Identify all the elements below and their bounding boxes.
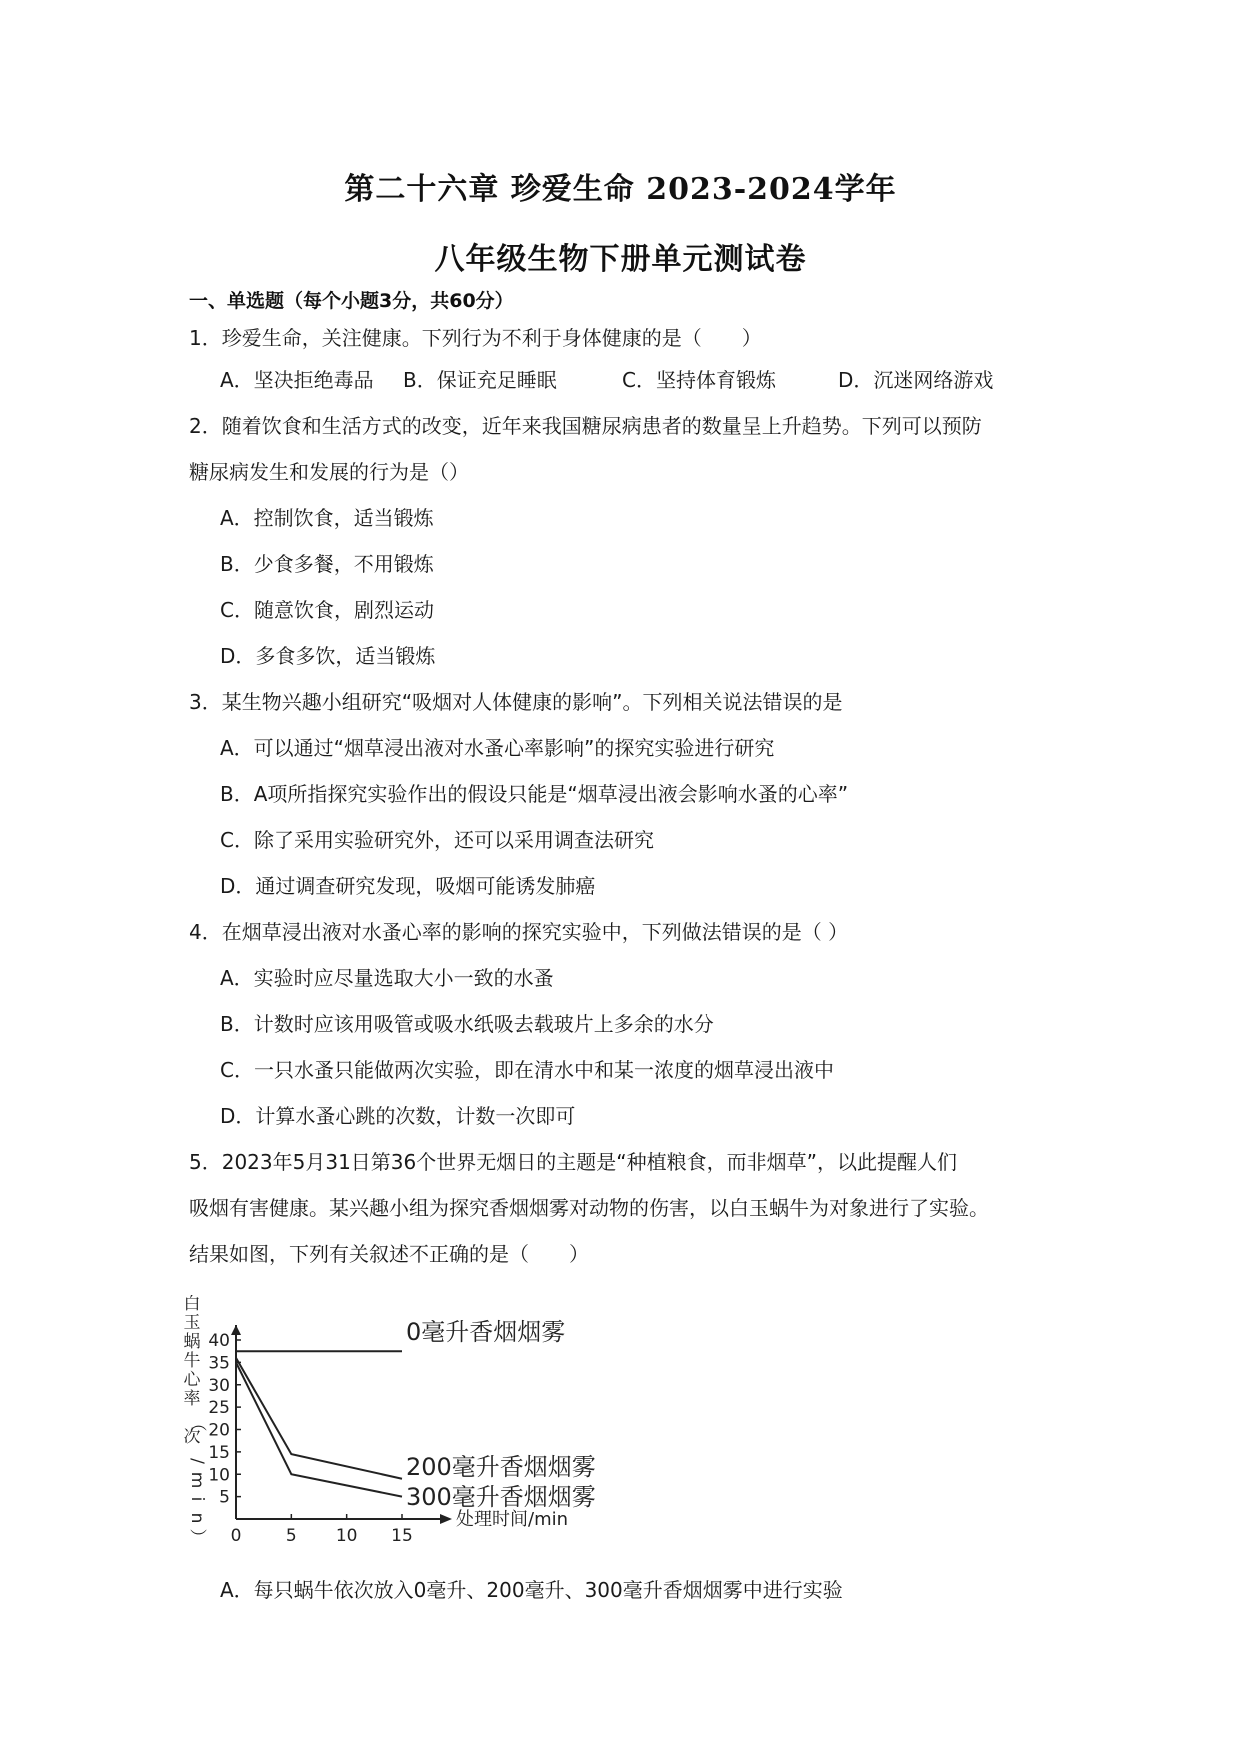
y-tick-label: 30: [208, 1375, 230, 1396]
y-axis-label-char: m: [187, 1471, 207, 1489]
question-5-stem-line1: 5．2023年5月31日第36个世界无烟日的主题是“种植粮食，而非烟草”，以此提醒人们: [189, 1150, 957, 1174]
series-line: [236, 1358, 402, 1479]
question-3-stem: 3．某生物兴趣小组研究“吸烟对人体健康的影响”。下列相关说法错误的是: [189, 690, 843, 714]
q1-option-a: A．坚决拒绝毒品: [220, 368, 374, 392]
x-axis-arrow: [440, 1514, 452, 1524]
q4-option-d: D．计算水蚤心跳的次数，计数一次即可: [220, 1104, 576, 1128]
q3-option-a: A．可以通过“烟草浸出液对水蚤心率影响”的探究实验进行研究: [220, 736, 775, 760]
q2-option-d: D．多食多饮，适当锻炼: [220, 644, 436, 668]
y-axis-label-char: 次: [183, 1427, 201, 1447]
x-tick-label: 5: [285, 1526, 297, 1545]
y-tick-label: 40: [208, 1331, 230, 1351]
y-axis-label-char: 白: [183, 1295, 201, 1314]
x-tick-label: 0: [230, 1526, 242, 1545]
question-2-stem-line1: 2．随着饮食和生活方式的改变，近年来我国糖尿病患者的数量呈上升趋势。下列可以预防: [189, 414, 982, 438]
page-title-line1: 第二十六章 珍爱生命 2023-2024学年: [344, 172, 897, 207]
y-tick-label: 35: [208, 1353, 230, 1374]
question-5-stem-line3: 结果如图，下列有关叙述不正确的是（ ）: [189, 1242, 589, 1266]
y-axis-label-char: 率: [183, 1389, 201, 1409]
page-title-line2: 八年级生物下册单元测试卷: [434, 242, 807, 277]
x-axis-label: 处理时间/min: [456, 1509, 569, 1530]
y-tick-label: 10: [208, 1465, 230, 1486]
series-line: [236, 1362, 402, 1496]
series-label: 0毫升香烟烟雾: [406, 1318, 566, 1346]
y-axis-arrow: [231, 1325, 241, 1335]
q4-option-b: B．计数时应该用吸管或吸水纸吸去载玻片上多余的水分: [220, 1012, 714, 1036]
y-axis-label-char: （: [187, 1414, 207, 1432]
y-axis-label-char: /: [187, 1458, 207, 1464]
y-tick-label: 15: [208, 1442, 230, 1463]
q2-option-b: B．少食多餐，不用锻炼: [220, 552, 434, 576]
question-1-stem: 1．珍爱生命，关注健康。下列行为不利于身体健康的是（ ）: [189, 326, 762, 350]
section-heading: 一、单选题（每个小题3分，共60分）: [189, 290, 514, 312]
question-2-stem-line2: 糖尿病发生和发展的行为是（）: [189, 460, 469, 484]
y-axis-label-char: ）: [187, 1528, 207, 1545]
q3-option-d: D．通过调查研究发现，吸烟可能诱发肺癌: [220, 874, 596, 898]
series-label: 300毫升香烟烟雾: [406, 1483, 596, 1511]
chart-series: [236, 1318, 596, 1511]
x-tick-label: 10: [335, 1526, 358, 1545]
q2-option-a: A．控制饮食，适当锻炼: [220, 506, 434, 530]
y-axis-label-char: n: [187, 1512, 207, 1524]
y-tick-label: 20: [208, 1420, 230, 1441]
y-axis-label: [184, 1295, 208, 1545]
y-axis-label-char: 玉: [183, 1313, 201, 1333]
heart-rate-chart: [180, 1295, 700, 1545]
q5-option-a: A．每只蜗牛依次放入0毫升、200毫升、300毫升香烟烟雾中进行实验: [220, 1578, 843, 1602]
question-4-stem: 4．在烟草浸出液对水蚤心率的影响的探究实验中，下列做法错误的是（ ）: [189, 920, 849, 944]
q3-option-c: C．除了采用实验研究外，还可以采用调查法研究: [220, 828, 654, 852]
y-axis-label-char: 牛: [183, 1351, 201, 1371]
q2-option-c: C．随意饮食，剧烈运动: [220, 598, 434, 622]
q1-option-d: D．沉迷网络游戏: [838, 368, 994, 392]
y-tick-label: 5: [219, 1487, 230, 1508]
y-axis-label-char: 蜗: [183, 1332, 201, 1352]
x-tick-label: 15: [391, 1526, 413, 1545]
q1-option-b: B．保证充足睡眠: [403, 368, 557, 392]
q1-option-c: C．坚持体育锻炼: [622, 368, 776, 392]
question-5-stem-line2: 吸烟有害健康。某兴趣小组为探究香烟烟雾对动物的伤害，以白玉蜗牛为对象进行了实验。: [189, 1196, 989, 1220]
q3-option-b: B．A项所指探究实验作出的假设只能是“烟草浸出液会影响水蚤的心率”: [220, 782, 849, 806]
q4-option-a: A．实验时应尽量选取大小一致的水蚤: [220, 966, 554, 990]
y-axis-label-char: 心: [183, 1370, 201, 1390]
series-label: 200毫升香烟烟雾: [406, 1453, 596, 1481]
y-axis-label-char: i: [187, 1496, 207, 1502]
q4-option-c: C．一只水蚤只能做两次实验，即在清水中和某一浓度的烟草浸出液中: [220, 1058, 834, 1082]
y-tick-label: 25: [208, 1398, 230, 1419]
